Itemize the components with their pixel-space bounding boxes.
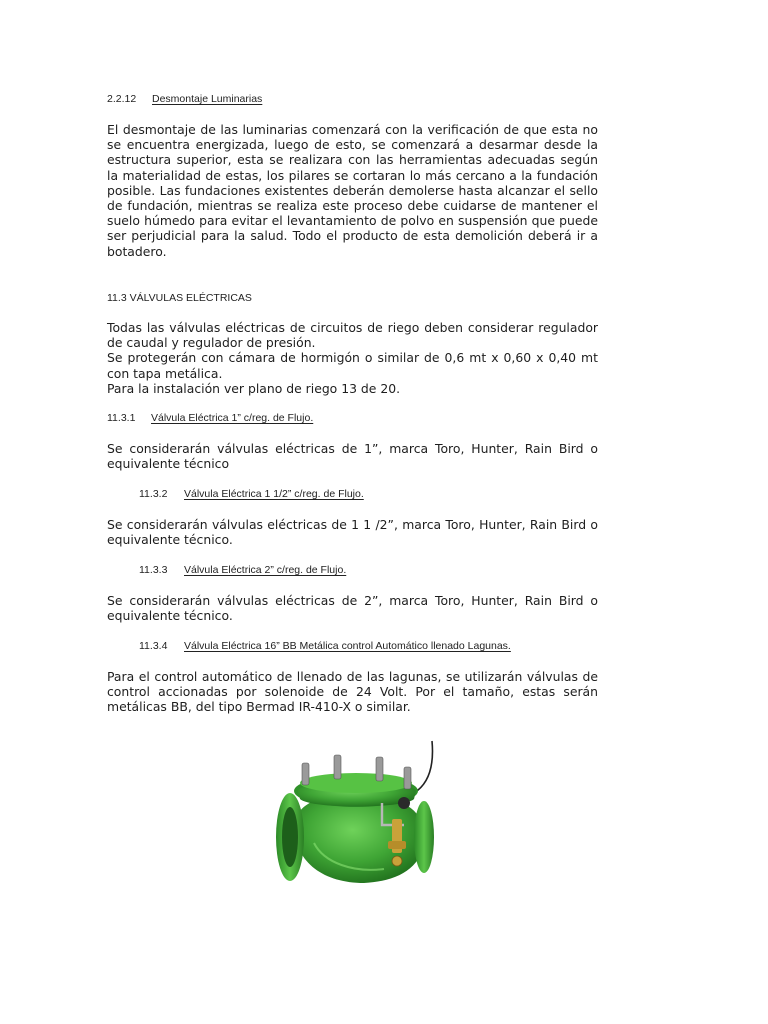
section-title: Válvula Eléctrica 16” BB Metálica control Automático llenado Lagunas. [184,640,511,652]
section-heading-11-3 [107,292,252,304]
section-heading-11-3-4 [139,640,511,652]
section-number: 11.3.4 [139,640,168,652]
section-title: Válvula Eléctrica 1” c/reg. de Flujo. [151,412,314,424]
section-title: Desmontaje Luminarias [152,93,263,105]
paragraph-line: Todas las válvulas eléctricas de circuitos de riego deben considerar regulador de caudal y regulador de presión. [107,320,598,351]
green-control-valve-icon [254,733,454,898]
section-title: Válvula Eléctrica 2” c/reg. de Flujo. [184,564,347,576]
section-heading-2-2-12 [107,93,262,105]
paragraph-valvula-16: Para el control automático de llenado de las lagunas, se utilizarán válvulas de control accionadas por solenoide de 24 Volt. Por el tamaño, estas serán metálicas BB, del tipo Bermad IR-410-X o similar. [107,669,598,715]
paragraph-line: Se protegerán con cámara de hormigón o similar de 0,6 mt x 0,60 x 0,40 mt con tapa metálica. [107,350,598,381]
paragraph-luminarias: El desmontaje de las luminarias comenzará con la verificación de que esta no se encuentra energizada, luego de esto, se comenzará a desarmar desde la estructura superior, esta se realizara con las herramientas adecuadas según la materialidad de estas, los pilares se cortaran lo más cercano a la fundación posible. Las fundaciones existentes deberán demolerse hasta alcanzar el sello de fundación, mientras se realiza este proceso debe cuidarse de mantener el suelo húmedo para evitar el levantamiento de polvo en suspensión que puede ser perjudicial para la salud. Todo el producto de esta demolición deberá ir a botadero. [107,122,598,259]
paragraph-valvulas [107,320,598,396]
paragraph-line: Para la instalación ver plano de riego 13 de 20. [107,380,401,396]
section-title: Válvula Eléctrica 1 1/2” c/reg. de Flujo. [184,488,364,500]
paragraph-valvula-1-1-2: Se considerarán válvulas eléctricas de 1 1 /2”, marca Toro, Hunter, Rain Bird o equivalente técnico. [107,517,598,548]
section-heading-11-3-2 [139,488,364,500]
paragraph-valvula-2: Se considerarán válvulas eléctricas de 2”, marca Toro, Hunter, Rain Bird o equivalente técnico. [107,593,598,624]
paragraph-valvula-1: Se considerarán válvulas eléctricas de 1”, marca Toro, Hunter, Rain Bird o equivalente técnico [107,441,598,472]
section-heading-11-3-1 [107,412,313,424]
section-number: 2.2.12 [107,93,137,105]
section-title: 11.3 VÁLVULAS ELÉCTRICAS [107,292,252,304]
section-heading-11-3-3 [139,564,346,576]
section-number: 11.3.2 [139,488,168,500]
valve-image [254,733,454,898]
section-number: 11.3.1 [107,412,136,424]
section-number: 11.3.3 [139,564,168,576]
